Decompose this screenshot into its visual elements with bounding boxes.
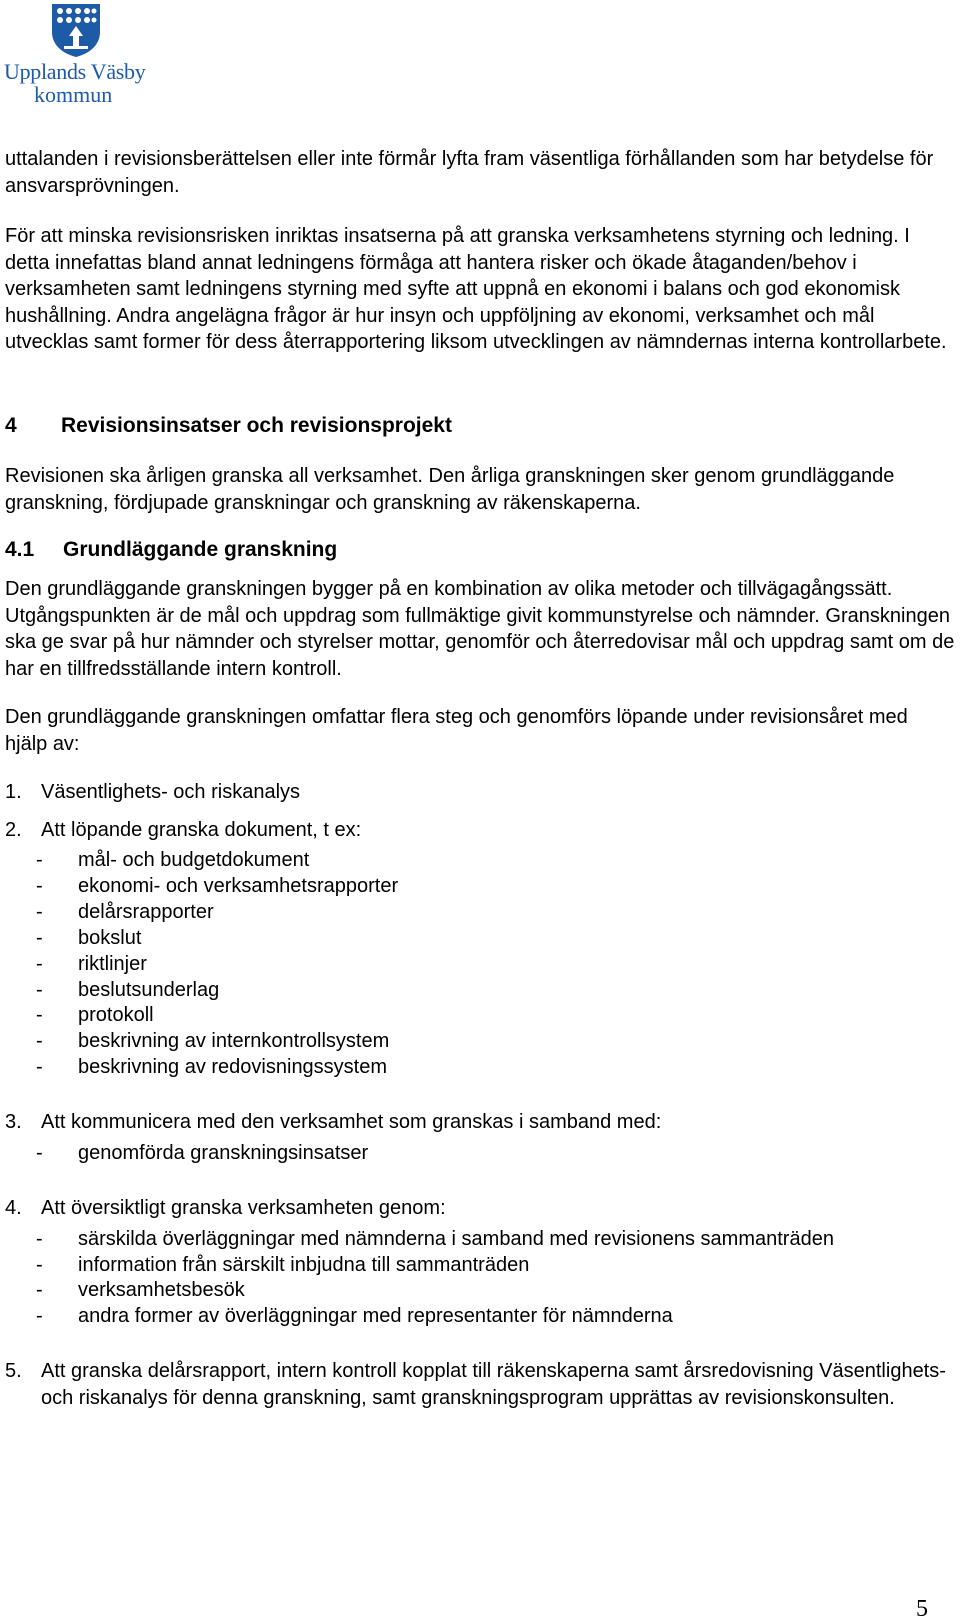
sub-list-text: mål- och budgetdokument xyxy=(78,849,310,871)
sub-list-text: beskrivning av redovisningssystem xyxy=(78,1056,388,1078)
sub-list-text: genomförda granskningsinsatser xyxy=(78,1142,369,1164)
municipality-logo xyxy=(4,2,150,108)
sub-list-text: protokoll xyxy=(78,1004,154,1026)
sub-list-text: verksamhetsbesök xyxy=(78,1279,245,1301)
dash-marker: - xyxy=(36,927,43,949)
list-number: 5. xyxy=(5,1360,22,1382)
sub-list-text: beslutsunderlag xyxy=(78,979,220,1001)
dash-marker: - xyxy=(36,1305,43,1327)
dash-marker: - xyxy=(36,1142,43,1164)
paragraph-risk xyxy=(5,223,955,356)
heading-number: 4 xyxy=(5,414,17,437)
page-number: 5 xyxy=(916,1596,928,1622)
sub-list-text: ekonomi- och verksamhetsrapporter xyxy=(78,875,399,897)
sub-list-text: andra former av överläggningar med representanter för nämnderna xyxy=(78,1305,673,1327)
sub-list-text: information från särskilt inbjudna till sammanträden xyxy=(78,1254,530,1276)
sub-list-text: riktlinjer xyxy=(78,953,147,975)
list-item-text: Väsentlighets- och riskanalys xyxy=(41,781,301,803)
paragraph-steps xyxy=(5,704,955,757)
heading-section-4-1 xyxy=(5,538,337,562)
list-number: 4. xyxy=(5,1197,22,1219)
dash-marker: - xyxy=(36,875,43,897)
dash-marker: - xyxy=(36,1056,43,1078)
list-item-text: Att kommunicera med den verksamhet som granskas i samband med: xyxy=(41,1111,662,1133)
dash-marker: - xyxy=(36,1228,43,1250)
dash-marker: - xyxy=(36,953,43,975)
coat-of-arms-icon xyxy=(50,2,102,58)
dash-marker: - xyxy=(36,979,43,1001)
paragraph-text: Den grundläggande granskningen omfattar flera steg och genomförs löpande under revisionsåret med hjälp av: xyxy=(5,706,908,755)
sub-list-text: beskrivning av internkontrollsystem xyxy=(78,1030,390,1052)
sub-list-text: delårsrapporter xyxy=(78,901,214,923)
list-number: 3. xyxy=(5,1111,22,1133)
dash-marker: - xyxy=(36,1004,43,1026)
heading-text: Grundläggande granskning xyxy=(63,538,338,561)
logo-text-kommun: kommun xyxy=(34,82,113,107)
paragraph-text: För att minska revisionsrisken inriktas insatserna på att granska verksamhetens styrning och ledning. I detta innefattas bland annat ledningens förmåga att hantera risker och ökade åtaganden/behov i verksamheten samt ledningens styrning med syfte att uppnå en ekonomi i balans och god ekonomisk hushållning. Andra angelägna frågor är hur insyn och uppföljning av ekonomi, verksamhet och mål utvecklas samt former för dess återrapportering liksom utvecklingen av nämndernas interna kontrollarbete. xyxy=(5,225,947,353)
sub-list-text: bokslut xyxy=(78,927,142,949)
paragraph-basic-review xyxy=(5,576,955,682)
list-number: 2. xyxy=(5,819,22,841)
dash-marker: - xyxy=(36,1030,43,1052)
logo-text-municipality: Upplands Väsby xyxy=(4,59,146,84)
list-number: 1. xyxy=(5,781,22,803)
paragraph-text: Den grundläggande granskningen bygger på en kombination av olika metoder och tillvägagångssätt. Utgångspunkten är de mål och uppdrag som fullmäktige givit kommunstyrelse och nämnder. Granskningen ska ge svar på hur nämnder och styrelser mottar, genomför och återredovisar mål och uppdrag samt om de har en tillfredsställande intern kontroll. xyxy=(5,578,955,680)
dash-marker: - xyxy=(36,849,43,871)
heading-text: Revisionsinsatser och revisionsprojekt xyxy=(61,414,452,437)
heading-number: 4.1 xyxy=(5,538,35,561)
list-item-text: Att översiktligt granska verksamheten genom: xyxy=(41,1197,446,1219)
paragraph-revision xyxy=(5,463,955,516)
list-item-text: Att löpande granska dokument, t ex: xyxy=(41,819,362,841)
paragraph-text: Revisionen ska årligen granska all verksamhet. Den årliga granskningen sker genom grundläggande granskning, fördjupade granskningar och granskning av räkenskaperna. xyxy=(5,465,895,514)
dash-marker: - xyxy=(36,1254,43,1276)
sub-list-text: särskilda överläggningar med nämnderna i samband med revisionens sammanträden xyxy=(78,1228,834,1250)
heading-section-4 xyxy=(5,414,452,438)
dash-marker: - xyxy=(36,1279,43,1301)
dash-marker: - xyxy=(36,901,43,923)
list-item-text: Att granska delårsrapport, intern kontroll kopplat till räkenskaperna samt årsredovisning Väsentlighets- och riskanalys för denna granskning, samt granskningsprogram upprättas av revisionskonsulten. xyxy=(41,1360,946,1409)
paragraph-text: uttalanden i revisionsberättelsen eller inte förmår lyfta fram väsentliga förhållanden som har betydelse för ansvarsprövningen. xyxy=(5,148,934,197)
paragraph-intro xyxy=(5,146,955,199)
